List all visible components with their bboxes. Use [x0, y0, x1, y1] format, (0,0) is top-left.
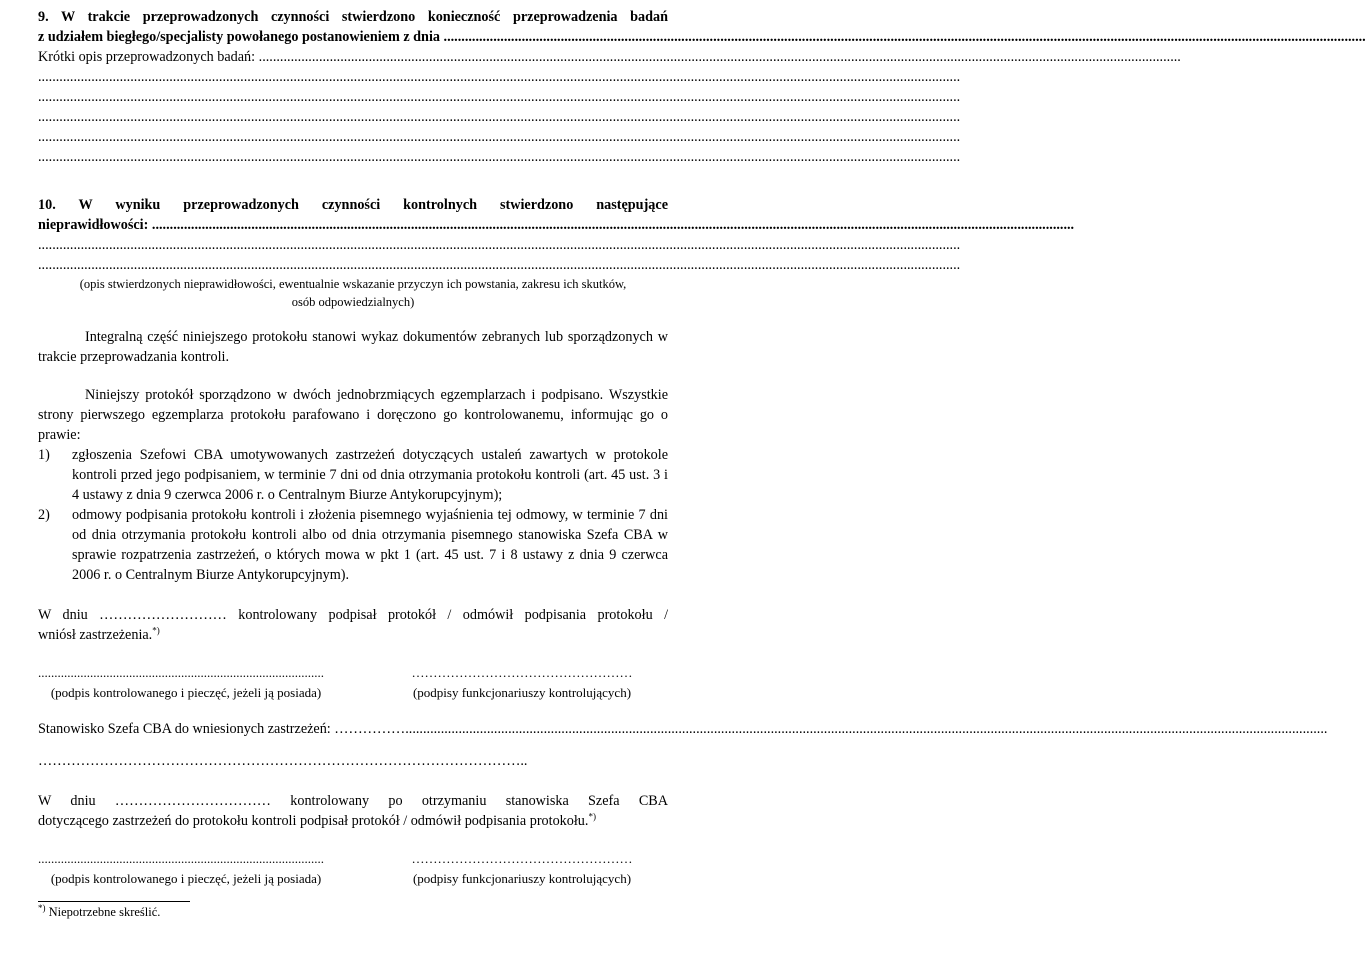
protocol-paragraph: Niniejszy protokół sporządzono w dwóch jednobrzmiących egzemplarzach i podpisano. Wszystkie strony pierwszego egzemplarza protokołu parafowano i doręczono go kontrolowanemu, informując go o prawie: — [38, 387, 668, 443]
first-signing-block — [38, 605, 668, 703]
first-signing-line2: wniósł zastrzeżenia.*) — [38, 625, 160, 643]
section-9-heading-line2: z udziałem biegłego/specjalisty powołanego postanowieniem z dnia .................................................................................................................................................................................................................................................................... — [38, 29, 1366, 45]
section-10-heading-line2: nieprawidłowości: .................................................................................................................................................................................................................................................................... — [38, 217, 1075, 233]
section-10-caption: (opis stwierdzonych nieprawidłowości, ewentualnie wskazanie przyczyn ich powstania, zakresu ich skutków, osób odpowiedzialnych) — [79, 277, 627, 309]
signature-fill-field[interactable]: ........................................................................................ — [38, 851, 324, 866]
footnote: *) Niepotrzebne skreślić. — [38, 902, 161, 919]
cba-position-line1: Stanowisko Szefa CBA do wniesionych zastrzeżeń: …………… .................................................................................................................................................................................................................................................................... — [38, 721, 1328, 737]
section-10-heading: 10. W wyniku przeprowadzonych czynności kontrolnych stwierdzono następujące — [38, 197, 668, 213]
first-signature-row — [38, 663, 668, 703]
section-9-heading: 9. W trakcie przeprowadzonych czynności stwierdzono konieczność przeprowadzenia badań — [38, 9, 668, 25]
fill-line[interactable]: .................................................................................................................................................................................................................................................................... — [38, 109, 961, 125]
footnote-mark: *) — [152, 625, 160, 636]
short-desc-fill-field[interactable]: .................................................................................................................................................................................................................................................................... — [258, 49, 1181, 65]
signature-fill-field[interactable]: ........................................................................................ — [38, 665, 324, 680]
irregularities-fill-field[interactable]: .................................................................................................................................................................................................................................................................... — [151, 217, 1075, 233]
first-signing-line1: W dniu ……………………… kontrolowany podpisał protokół / odmówił podpisania protokołu / — [38, 607, 669, 623]
fill-line[interactable]: .................................................................................................................................................................................................................................................................... — [38, 237, 961, 253]
fill-line[interactable]: .................................................................................................................................................................................................................................................................... — [38, 257, 961, 273]
protocol-page — [38, 7, 1366, 922]
section-10 — [38, 195, 1075, 311]
fill-line[interactable]: .................................................................................................................................................................................................................................................................... — [38, 149, 961, 165]
short-desc-row: Krótki opis przeprowadzonych badań: .................................................................................................................................................................................................................................................................... — [38, 49, 1181, 65]
second-signing-line2: dotyczącego zastrzeżeń do protokołu kontroli podpisał protokół / odmówił podpisania protokołu.*) — [38, 811, 596, 829]
fill-line[interactable]: ………………………………………………………………………………………….. — [38, 753, 528, 769]
second-signing-block — [38, 791, 668, 889]
controlled-signature: ........................................................................................ (podpis kontrolowanego i pieczęć, jeżeli ją posiada) — [38, 849, 334, 889]
date-fill-field[interactable]: ……………………… — [99, 607, 227, 623]
integral-part-paragraph: Integralną część niniejszego protokołu stanowi wykaz dokumentów zebranych lub sporządzonych w trakcie przeprowadzania kontroli. — [38, 329, 668, 365]
footnote-mark: *) — [588, 811, 596, 822]
controlled-signature: ........................................................................................ (podpis kontrolowanego i pieczęć, jeżeli ją posiada) — [38, 663, 334, 703]
cba-position-block — [38, 719, 1328, 771]
signature-fill-field[interactable]: …………………………………………… — [411, 665, 633, 680]
second-signature-row — [38, 849, 668, 889]
second-signing-line1: W dniu …………………………… kontrolowany po otrzymaniu stanowiska Szefa CBA — [38, 793, 668, 809]
list-item: 1) zgłoszenia Szefowi CBA umotywowanych zastrzeżeń dotyczących ustaleń zawartych w protokole kontroli przed jego podpisaniem, w terminie 7 dni od dnia otrzymania protokołu kontroli (art. 45 ust. 3 i 4 ustawy z dnia 9 czerwca 2006 r. o Centralnym Biurze Antykorupcyjnym); — [38, 447, 668, 503]
fill-line[interactable]: .................................................................................................................................................................................................................................................................... — [38, 69, 961, 85]
rights-list — [38, 445, 668, 585]
section-9 — [38, 7, 1366, 167]
cba-position-fill-field[interactable]: .................................................................................................................................................................................................................................................................... — [405, 721, 1328, 737]
list-item: 2) odmowy podpisania protokołu kontroli i złożenia pisemnego wyjaśnienia tej odmowy, w terminie 7 dni od dnia otrzymania protokołu kontroli albo od dnia otrzymania pisemnego stanowiska Szefa CBA w sprawie rozpatrzenia zastrzeżeń, o których mowa w pkt 1 (art. 45 ust. 7 i 8 ustawy z dnia 9 czerwca 2006 r. o Centralnym Biurze Antykorupcyjnym). — [38, 507, 668, 583]
fill-line[interactable]: .................................................................................................................................................................................................................................................................... — [38, 129, 961, 145]
date-fill-field[interactable]: .................................................................................................................................................................................................................................................................... — [443, 29, 1366, 45]
signature-fill-field[interactable]: …………………………………………… — [411, 851, 633, 866]
fill-line[interactable]: .................................................................................................................................................................................................................................................................... — [38, 89, 961, 105]
officers-signature: …………………………………………… (podpisy funkcjonariuszy kontrolujących) — [376, 663, 668, 703]
officers-signature: …………………………………………… (podpisy funkcjonariuszy kontrolujących) — [376, 849, 668, 889]
date-fill-field[interactable]: …………………………… — [114, 793, 271, 809]
